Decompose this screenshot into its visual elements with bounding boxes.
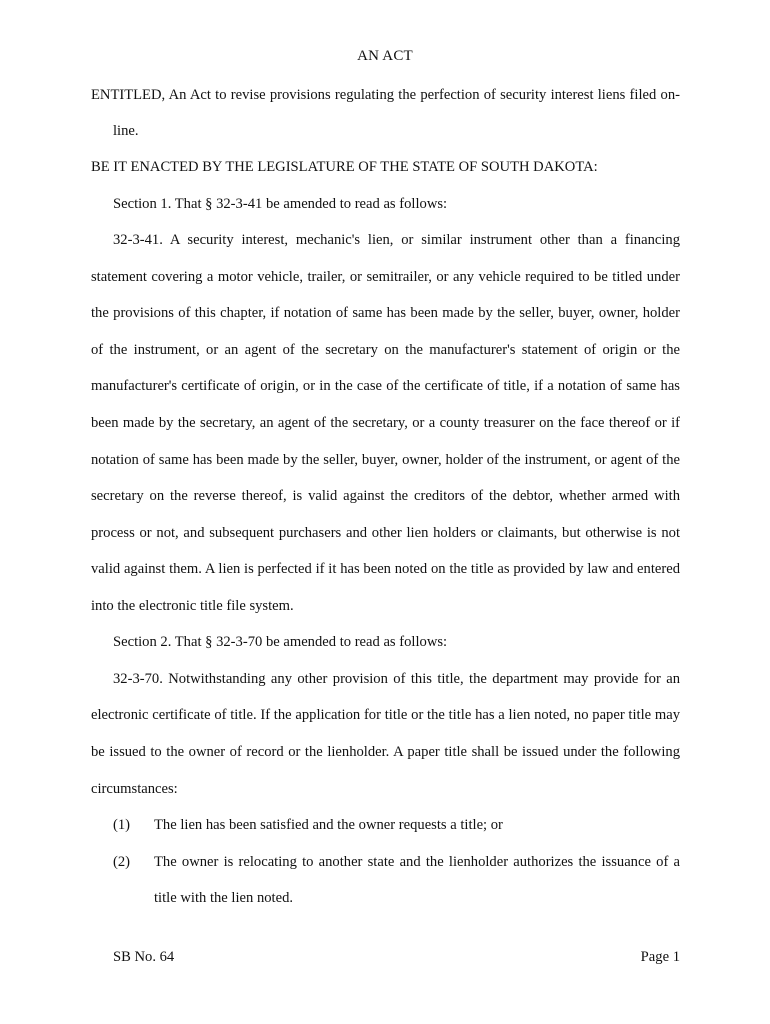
section-2-line: electronic certificate of title. If the application for title or the title has a lien noted, no paper title may	[91, 707, 680, 723]
section-1-line: 32-3-41. A security interest, mechanic's lien, or similar instrument other than a financing	[113, 232, 680, 248]
list-item-number: (2)	[113, 854, 131, 870]
page-number: Page 1	[640, 949, 680, 965]
enacting-clause: BE IT ENACTED BY THE LEGISLATURE OF THE STATE OF SOUTH DAKOTA:	[91, 159, 598, 175]
section-1-line: into the electronic title file system.	[91, 598, 294, 614]
list-item-text: The owner is relocating to another state and the lienholder authorizes the issuance of a	[154, 854, 680, 870]
section-1-line: statement covering a motor vehicle, trailer, or semitrailer, or any vehicle required to be titled under	[91, 269, 680, 285]
list-item-text-continued: title with the lien noted.	[154, 890, 294, 906]
entitled-line-1: ENTITLED, An Act to revise provisions regulating the perfection of security interest liens filed on-	[91, 87, 680, 103]
entitled-line-2: line.	[113, 123, 139, 139]
section-1-line: the provisions of this chapter, if notation of same has been made by the seller, buyer, owner, holder	[91, 305, 680, 321]
list-item-text: The lien has been satisfied and the owner requests a title; or	[154, 817, 503, 833]
section-2-heading: Section 2. That § 32-3-70 be amended to read as follows:	[113, 634, 448, 650]
section-2-line: be issued to the owner of record or the lienholder. A paper title shall be issued under the following	[91, 744, 680, 760]
section-2-line: 32-3-70. Notwithstanding any other provision of this title, the department may provide for an	[113, 671, 680, 687]
section-2-line: circumstances:	[91, 781, 178, 797]
section-1-line: process or not, and subsequent purchasers and other lien holders or claimants, but otherwise is not	[91, 525, 680, 541]
section-1-line: secretary on the reverse thereof, is valid against the creditors of the debtor, whether armed with	[91, 488, 680, 504]
section-1-line: been made by the secretary, an agent of the secretary, or a county treasurer on the face thereof or if	[91, 415, 680, 431]
section-1-heading: Section 1. That § 32-3-41 be amended to read as follows:	[113, 196, 448, 212]
document-title: AN ACT	[357, 48, 413, 64]
section-1-line: of the instrument, or an agent of the secretary on the manufacturer's statement of origin or the	[91, 342, 680, 358]
section-1-line: notation of same has been made by the seller, buyer, owner, holder of the instrument, or agent of the	[91, 452, 680, 468]
list-item-number: (1)	[113, 817, 131, 833]
section-1-line: valid against them. A lien is perfected if it has been noted on the title as provided by law and entered	[91, 561, 680, 577]
section-1-line: manufacturer's certificate of origin, or in the case of the certificate of title, if a notation of same has	[91, 378, 680, 394]
bill-number: SB No. 64	[113, 949, 175, 965]
